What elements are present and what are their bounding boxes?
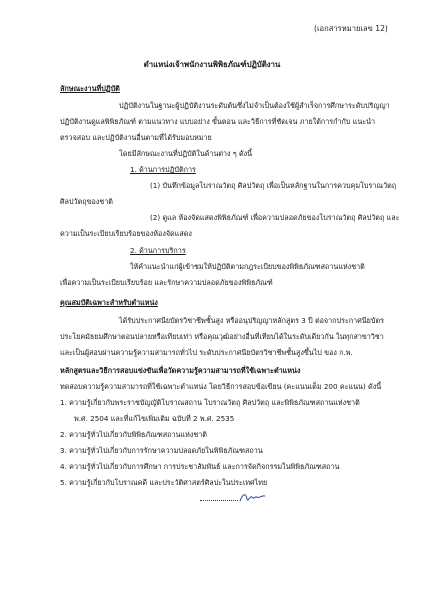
svc-heading: 2. ด้านการบริการ	[130, 246, 186, 255]
document-reference: (เอกสารหมายเลข 12)	[314, 24, 388, 33]
ops-item-1-cont: ศิลปวัตถุของชาติ	[60, 197, 113, 206]
handwritten-signature	[238, 491, 268, 505]
qual-line-2: ประโยคมัธยมศึกษาตอนปลายหรือเทียบเท่า หรือคุณวุฒิอย่างอื่นที่เทียบได้ในระดับเดียวกัน ในทุกสาขาวิชา	[60, 332, 384, 341]
exam-item-3: 3. ความรู้ทั่วไปเกี่ยวกับการรักษาความปลอดภัยในพิพิธภัณฑสถาน	[60, 446, 263, 455]
qual-line-3: และเป็นผู้สอบผ่านความรู้ความสามารถทั่วไป ระดับประกาศนียบัตรวิชาชีพชั้นสูงขึ้นไป ของ ก.พ.	[60, 348, 353, 357]
ops-item-1: (1) บันทึกข้อมูลโบราณวัตถุ ศิลปวัตถุ เพื่อเป็นหลักฐานในการควบคุมโบราณวัตถุ	[150, 181, 397, 190]
ops-heading: 1. ด้านการปฏิบัติการ	[130, 165, 196, 174]
section-heading-qualifications: คุณสมบัติเฉพาะสำหรับตำแหน่ง	[60, 298, 158, 307]
nature-para-line-2: ปฏิบัติงานดูแลพิพิธภัณฑ์ ตามแนวทาง แบบอย่าง ขั้นตอน และวิธีการที่ชัดเจน ภายใต้การกำกับ แนะนำ	[60, 117, 376, 126]
nature-para-line-1: ปฏิบัติงานในฐานะผู้ปฏิบัติงานระดับต้นซึ่งไม่จำเป็นต้องใช้ผู้สำเร็จการศึกษาระดับปริญญา	[119, 101, 390, 110]
exam-item-2: 2. ความรู้ทั่วไปเกี่ยวกับพิพิธภัณฑสถานแห่งชาติ	[60, 430, 207, 439]
exam-item-1: 1. ความรู้เกี่ยวกับพระราชบัญญัติโบราณสถาน โบราณวัตถุ ศิลปวัตถุ และพิพิธภัณฑสถานแห่งชาติ	[60, 398, 360, 407]
svc-line-2: เพื่อความเป็นระเบียบเรียบร้อย และรักษาความปลอดภัยของพิพิธภัณฑ์	[60, 278, 273, 287]
section-heading-exam: หลักสูตรและวิธีการสอบแข่งขันเพื่อวัดความรู้ความสามารถที่ใช้เฉพาะตำแหน่ง	[60, 366, 301, 375]
svc-line-1: ให้คำแนะนำแก่ผู้เข้าชมให้ปฏิบัติตามกฎระเบียบของพิพิธภัณฑสถานแห่งชาติ	[130, 262, 365, 271]
ops-item-2-cont: ความเป็นระเบียบเรียบร้อยของห้องจัดแสดง	[60, 229, 192, 238]
qual-line-1: ได้รับประกาศนียบัตรวิชาชีพชั้นสูง หรืออนุปริญญาหลักสูตร 3 ปี ต่อจากประกาศนียบัตร	[119, 316, 384, 325]
section-heading-nature: ลักษณะงานที่ปฏิบัติ	[60, 84, 120, 93]
signature-line	[200, 500, 238, 501]
ops-item-2: (2) ดูแล ห้องจัดแสดงพิพิธภัณฑ์ เพื่อความปลอดภัยของโบราณวัตถุ ศิลปวัตถุ และ	[150, 213, 400, 222]
exam-item-4: 4. ความรู้ทั่วไปเกี่ยวกับการศึกษา การประชาสัมพันธ์ และการจัดกิจกรรมในพิพิธภัณฑสถาน	[60, 462, 340, 471]
nature-intro: โดยมีลักษณะงานที่ปฏิบัติในด้านต่าง ๆ ดังนี้	[119, 149, 253, 158]
exam-item-1-cont: พ.ศ. 2504 และที่แก้ไขเพิ่มเติม ฉบับที่ 2 พ.ศ. 2535	[74, 414, 235, 423]
exam-item-5: 5. ความรู้เกี่ยวกับโบราณคดี และประวัติศาสตร์ศิลปะในประเทศไทย	[60, 478, 268, 487]
nature-para-line-3: ตรวจสอบ และปฏิบัติงานอื่นตามที่ได้รับมอบหมาย	[60, 133, 212, 142]
page-title: ตำแหน่งเจ้าพนักงานพิพิธภัณฑ์ปฏิบัติงาน	[143, 60, 281, 69]
exam-intro: ทดสอบความรู้ความสามารถที่ใช้เฉพาะตำแหน่ง โดยวิธีการสอบข้อเขียน (คะแนนเต็ม 200 คะแนน) ดังนี้	[60, 382, 382, 391]
